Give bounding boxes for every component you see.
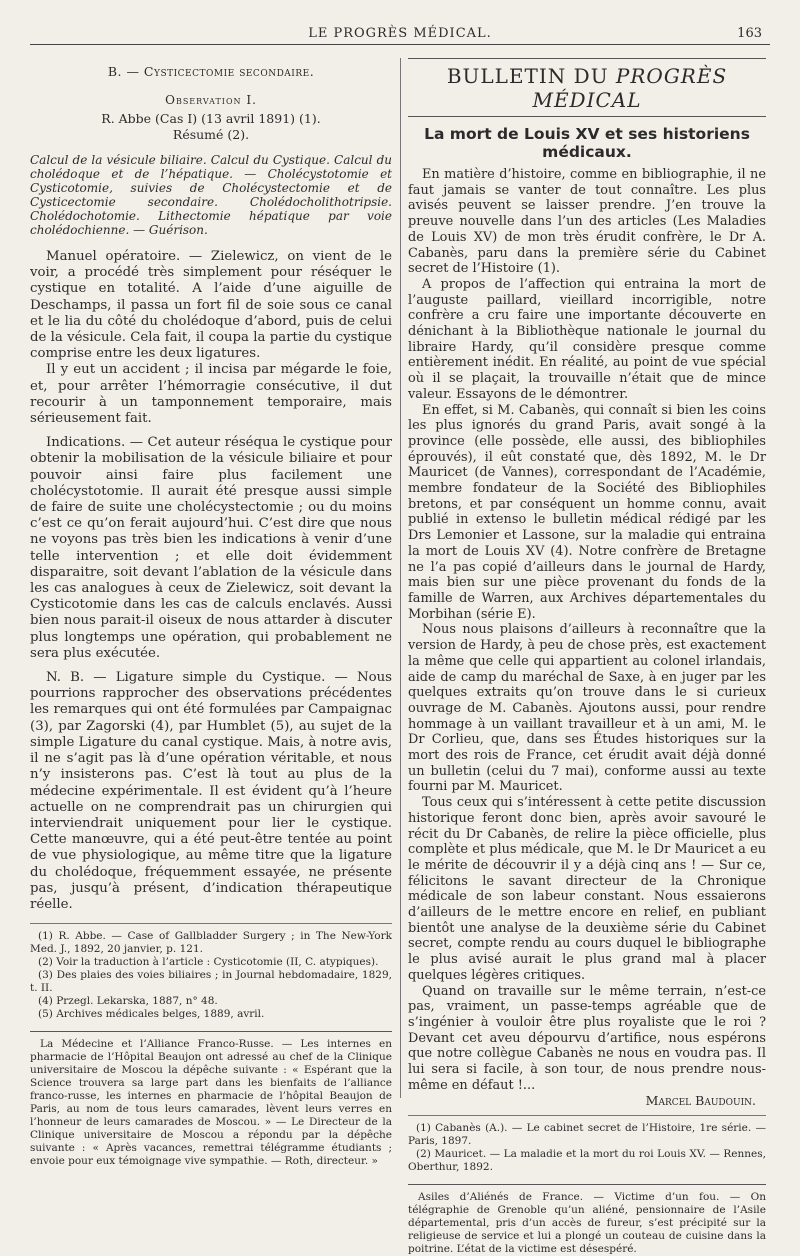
article-headline: La mort de Louis XV et ses historiens médicaux. <box>424 125 750 161</box>
right-footnotes <box>408 1115 766 1174</box>
news-alliance: La Médecine et l’Alliance Franco-Russe. — Les internes en pharmacie de l’Hôpital Beaujon ont adressé au chef de la Clinique universitaire de Moscou la dépêche suivante : « Espérant que la Science trouvera sa large part dans les bienfaits de l’alliance franco-russe, les internes en pharmacie de l’hôpital Beaujon de Paris, au nom de tous leurs camarades, lèvent leurs verres en l’honneur de leurs camarades de Moscou. » — Le Directeur de la Clinique universitaire de Moscou a répondu par la dépêche suivante : « Après vacances, remettrai télégramme étudiants ; envoie pour eux témoignage vive sympathie. — Roth, directeur. » <box>30 1038 392 1168</box>
bulletin-title <box>408 58 766 117</box>
header-rule <box>30 44 770 45</box>
right-column <box>408 58 766 1256</box>
footnote: (1) R. Abbe. — Case of Gallbladder Surgery ; in The New-York Med. J., 1892, 20 janvier, p. 121. <box>30 930 392 956</box>
left-footnotes <box>30 923 392 1021</box>
section-title: B. — Cysticectomie secondaire. <box>107 64 315 79</box>
article-paragraph: Tous ceux qui s’intéressent à cette petite discussion historique feront donc bien, après avoir savouré le récit du Dr Cabanès, de relire la pièce officielle, plus complète et plus médicale, que M. le Dr Mauricet a eu le mérite de découvrir il y a déjà cinq ans ! — Sur ce, félicitons le savant directeur de la Chronique médicale de son labeur constant. Nous essaierons d’ailleurs de le mettre encore en relief, en publiant bientôt une analyse de la deuxième série du Cabinet secret, compte rendu au cours duquel le bibliographe le plus avisé aurait le plus grand mal à placer quelques légères critiques. <box>408 795 766 983</box>
paragraph-manuel: Manuel opératoire. — Zielewicz, on vient de le voir, a procédé très simplement pour réséquer le cystique en totalité. A l’aide d’une aiguille de Deschamps, il passa un fort fil de soie sous ce canal et le lia du côté du cholédoque d’abord, puis de celui de la vésicule. Cela fait, il coupa la partie du cystique comprise entre les deux ligatures. <box>30 249 392 362</box>
bulletin-plain: BULLETIN DU <box>446 64 616 88</box>
article-paragraph: En effet, si M. Cabanès, qui connaît si bien les coins les plus ignorés du grand Paris, avait songé à la province (elle possède, elle aussi, des bibliophiles éprouvés), il eût constaté que, dès 1892, M. le Dr Mauricet (de Vannes), correspondant de l’Académie, membre fondateur de la Société des Bibliophiles bretons, et par conséquent un homme connu, avait publié in extenso le bulletin médical rédigé par les Drs Lemonier et Lassone, sur la maladie qui entraina la mort de Louis XV (4). Notre confrère de Bretagne ne l’a pas copié d’ailleurs dans le journal de Hardy, mais bien sur une pièce provenant du fonds de la famille de Warren, aux Archives départementales du Morbihan (série E). <box>408 402 766 622</box>
article-paragraph: En matière d’histoire, comme en bibliographie, il ne faut jamais se vanter de tout connaître. Les plus avisés peuvent se laisser prendre. J’en trouve la preuve nouvelle dans l’un des articles (Les Maladies de Louis XV) de mon très érudit confrère, le Dr A. Cabanès, paru dans la première série du Cabinet secret de l’Histoire (1). <box>408 167 766 277</box>
news-asiles: Asiles d’Aliénés de France. — Victime d’un fou. — On télégraphie de Grenoble qu’un aliéné, pensionnaire de l’Asile départemental, pris d’un accès de fureur, s’est précipité sur la religieuse de service et lui a plongé un couteau de cuisine dans la poitrine. L’état de la victime est désespéré. <box>408 1191 766 1256</box>
observation-title: Observation I. <box>165 93 257 107</box>
paragraph-accident: Il y eut un accident ; il incisa par mégarde le foie, et, pour arrêter l’hémorragie consécutive, il dut recourir à un tamponnement temporaire, mais sérieusement fait. <box>30 362 392 427</box>
paragraph-indications: Indications. — Cet auteur réséqua le cystique pour obtenir la mobilisation de la vésicule biliaire et pour pouvoir ainsi faire plus facilement une cholécystotomie. Il aurait été presque aussi simple de faire de suite une cholécystectomie ; ou du moins c’est ce qu’on ferait aujourd’hui. C’est dire que nous ne voyons pas très bien les indications à venir d’une telle intervention ; et elle doit évidemment disparaitre, soit devant l’ablation de la vésicule dans les cas analogues à ceux de Zielewicz, soit devant la Cysticotomie dans les cas de calculs enclavés. Aussi bien nous parait-il oiseux de nous attarder à discuter plus longtemps une opération, qui probablement ne sera plus exécutée. <box>30 435 392 661</box>
footnote: (1) Cabanès (A.). — Le cabinet secret de l’Histoire, 1re série. — Paris, 1897. <box>408 1122 766 1148</box>
footnote: (3) Des plaies des voies biliaires ; in Journal hebdomadaire, 1829, t. II. <box>30 969 392 995</box>
article-paragraph: Quand on travaille sur le même terrain, n’est-ce pas, vraiment, un passe-temps agréable que de s’ingénier à vouloir être plus royaliste que le roi ? Devant cet aveu dépourvu d’artifice, nous espérons que notre collègue Cabanès ne nous en voudra pas. Il lui sera si facile, à son tour, de nous prendre nous-même en défaut !... <box>408 983 766 1093</box>
case-line: R. Abbe (Cas I) (13 avril 1891) (1). <box>101 111 321 126</box>
news-rule <box>30 1031 392 1032</box>
news-rule <box>408 1184 766 1185</box>
left-column <box>30 58 392 1168</box>
column-divider <box>400 58 401 1098</box>
article-paragraph: Nous nous plaisons d’ailleurs à reconnaître que la version de Hardy, à peu de chose près, est exactement la même que celle qui appartient au colonel irlandais, aide de camp du maréchal de Saxe, à en juger par les quelques extraits qu’on trouve dans le si curieux ouvrage de M. Cabanès. Ajoutons aussi, pour rendre hommage à un vaillant travailleur et à un ami, M. le Dr Corlieu, que, dans ses Études historiques sur la mort des rois de France, cet érudit avait déjà donné un bulletin (celui du 7 mai), conforme aussi au texte fourni par M. Mauricet. <box>408 622 766 795</box>
paragraph-nb: N. B. — Ligature simple du Cystique. — Nous pourrions rapprocher des observations précédentes les remarques qui ont été formulées par Campaignac (3), par Zagorski (4), par Humblet (5), au sujet de la simple Ligature du canal cystique. Mais, à notre avis, il ne s’agit pas là d’une opération véritable, et nous n’y insisterons pas. C’est là tout au plus de la médecine expérimentale. Il est évident qu’à l’heure actuelle on ne comprendrait pas un chirurgien qui interviendrait uniquement pour lier le cystique. Cette manœuvre, qui a été peut-être tentée au point de vue physiologique, au même titre que la ligature du cholédoque, fréquemment essayée, ne présente pas, jusqu’à présent, d’indication thérapeutique réelle. <box>30 670 392 912</box>
footnote: (5) Archives médicales belges, 1889, avril. <box>38 1008 265 1021</box>
case-summary: Calcul de la vésicule biliaire. Calcul du Cystique. Calcul du cholédoque et de l’hépatique. — Cholécystotomie et Cysticotomie, suivies de Cholécystectomie et de Cysticectomie secondaire. Cholédocholithotripsie. Cholédochotomie. Lithectomie hépatique par voie cholédochienne. — Guérison. <box>30 153 392 237</box>
footnote: (4) Przegl. Lekarska, 1887, n° 48. <box>38 995 218 1008</box>
article-paragraph: A propos de l’affection qui entraina la mort de l’auguste paillard, vieillard incorrigible, notre confrère a cru faire une importante découverte en dénichant à la Bibliothèque nationale le journal du libraire Hardy, qu’il considère presque comme entièrement inédit. En réalité, au point de vue spécial où il se plaçait, la trouvaille n’était que de mince valeur. Essayons de le démontrer. <box>408 276 766 402</box>
bulletin-italic: PROGRÈS MÉDICAL <box>532 64 728 112</box>
page-number: 163 <box>737 26 762 41</box>
author-signature: Marcel Baudouin. <box>645 1093 756 1109</box>
page-header <box>30 24 770 44</box>
running-title: LE PROGRÈS MÉDICAL. <box>308 26 492 41</box>
footnote: (2) Voir la traduction à l’article : Cysticotomie (II, C. atypiques). <box>38 956 379 969</box>
footnote: (2) Mauricet. — La maladie et la mort du roi Louis XV. — Rennes, Oberthur, 1892. <box>408 1148 766 1174</box>
resume-line: Résumé (2). <box>172 127 250 142</box>
